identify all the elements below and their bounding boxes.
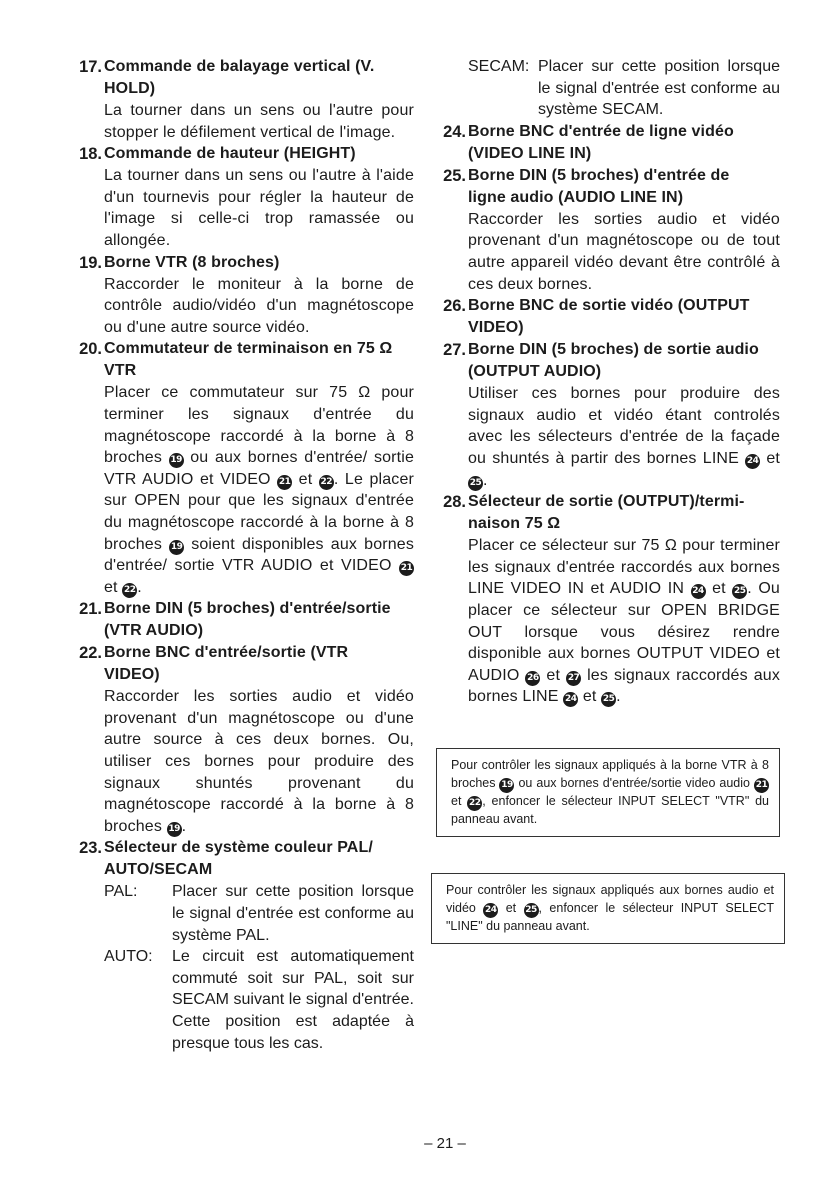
note-text: , enfoncer le sélecteur INPUT SELECT "VTR" du panneau avant. [451,793,769,826]
body-text: ou aux bornes d'entrée/ sortie VTR AUDIO et VIDEO [104,449,414,488]
heading-line: (VTR AUDIO) [104,622,204,640]
item-number: 19. [79,253,102,272]
item-heading: Commande de hauteur (HEIGHT) [104,145,356,163]
item-19 [72,252,414,339]
heading-line: (VIDEO LINE IN) [468,144,592,162]
item-27 [436,339,780,491]
circled-number-19: 19 [169,453,184,468]
option-label: PAL: [104,883,138,901]
item-number: 20. [79,340,102,359]
heading-line: Sélecteur de système couleur PAL/ [104,839,373,857]
circled-number-21: 21 [399,561,414,576]
item-25 [436,165,780,295]
circled-number-27: 27 [566,671,581,686]
item-heading [468,491,780,535]
body-text: et [582,688,597,706]
item-body [104,382,414,598]
option-pal [104,881,414,946]
circled-number-22: 22 [319,475,334,490]
item-number: 24. [443,122,466,141]
item-number: 22. [79,644,102,663]
circled-number-21: 21 [277,475,292,490]
body-text: Placer ce sélecteur sur 75 Ω pour terminer les signaux d'entrée raccordés aux bornes LINE VIDEO IN et AUDIO IN [468,537,780,598]
item-17 [72,56,414,143]
note-text: et [451,793,462,808]
option-text: Le circuit est automatiquement commuté soit sur PAL, soit sur SECAM suivant le signal d'entrée. Cette position est adaptée à presque tous les cas. [172,948,414,1052]
circled-number-25: 25 [732,584,747,599]
heading-line: VTR [104,362,137,380]
note-text: Pour contrôler les signaux appliqués aux bornes audio et vidéo [446,883,774,915]
note-text: et [505,900,517,915]
heading-line: Borne DIN (5 broches) de sortie audio [468,341,759,359]
heading-line: AUTO/SECAM [104,861,213,879]
heading-line: Borne DIN (5 broches) d'entrée de [468,166,730,184]
option-text: Placer sur cette position lorsque le signal d'entrée est conforme au système PAL. [172,883,414,944]
item-26 [436,295,780,339]
note-box-line [431,873,785,944]
item-heading [468,339,780,383]
item-number: 17. [79,58,102,76]
item-body [468,535,780,708]
body-text: . Ou placer ce sélecteur sur OPEN BRIDGE OUT lorsque vous désirez rendre disponible aux bornes OUTPUT VIDEO et AUDIO [468,580,780,684]
item-number: 26. [443,297,466,316]
option-label: SECAM: [468,58,530,75]
option-text: Placer sur cette position lorsque le signal d'entrée est conforme au système SECAM. [538,58,780,119]
item-body: Raccorder les sorties audio et vidéo provenant d'un magnétoscope ou de tout autre appareil vidéo devant être contrôlé à ces deux bornes. [468,210,780,293]
item-23 [72,837,414,1054]
circled-number-24: 24 [563,692,578,707]
body-text: . [616,688,621,706]
body-text: Raccorder les sorties audio et vidéo provenant d'un magnétoscope ou d'une autre source à ces deux bornes. Ou, utiliser ces bornes pour produire des signaux shuntés provenant du magnétoscope raccordé à la borne à 8 broches [104,688,414,835]
left-column [72,56,414,1054]
heading-line: Borne DIN (5 broches) d'entrée/sortie [104,600,391,618]
item-body [468,383,780,491]
heading-line: (OUTPUT AUDIO) [468,363,602,381]
page-number: – 21 – [424,1135,466,1152]
body-text: . [483,471,488,489]
item-20 [72,338,414,598]
heading-line: VIDEO) [104,666,160,684]
body-text: et [104,578,118,596]
heading-line: Commutateur de terminaison en 75 Ω [104,340,393,358]
body-text: Utiliser ces bornes pour produire des signaux audio et vidéo étant controlés avec les sélecteurs d'entrée de la façade ou shuntés à partir des bornes LINE [468,385,780,467]
item-21 [72,598,414,642]
item-body [104,686,414,837]
circled-number-24: 24 [483,903,498,918]
item-number: 25. [443,166,466,185]
body-text: et [766,449,780,467]
item-heading [104,598,414,642]
heading-line: naison 75 Ω [468,515,561,533]
body-text: les signaux raccordés aux bornes LINE [468,666,780,706]
circled-number-21: 21 [754,778,769,793]
circled-number-22: 22 [467,796,482,811]
item-heading [468,165,780,209]
circled-number-19: 19 [169,540,184,555]
right-column [436,56,780,708]
heading-line: ligne audio (AUDIO LINE IN) [468,188,684,206]
option-secam [468,56,780,121]
item-heading [104,642,414,686]
circled-number-25: 25 [524,903,539,918]
body-text: . [181,817,187,835]
item-heading [468,295,780,339]
circled-number-24: 24 [691,584,706,599]
item-22 [72,642,414,837]
note-text: Pour contrôler les signaux appliqués à la borne VTR à 8 broches [451,758,769,790]
circled-number-25: 25 [601,692,616,707]
heading-line: Borne BNC d'entrée/sortie (VTR [104,644,349,662]
option-label: AUTO: [104,948,153,966]
note-box-vtr [436,748,780,837]
body-text: . Le placer sur OPEN pour que les signaux d'entrée du magnétoscope raccordé à la borne à 8 broches [104,470,414,553]
item-number: 18. [79,145,102,164]
circled-number-25: 25 [468,476,483,491]
option-auto [104,946,414,1054]
heading-line: Borne BNC de sortie vidéo (OUTPUT [468,297,750,315]
item-number: 23. [79,839,102,858]
item-number: 27. [443,341,466,360]
circled-number-24: 24 [745,454,760,469]
item-heading [104,56,414,100]
item-number: 28. [443,493,466,512]
heading-line: VIDEO) [468,319,524,337]
item-heading [104,338,414,382]
body-text: Placer ce commutateur sur 75 Ω pour terminer les signaux d'entrée du magnétoscope raccordé à la borne à 8 broches [104,384,414,467]
body-text: . [137,578,142,596]
circled-number-26: 26 [525,671,540,686]
item-heading [104,837,414,881]
item-24 [436,121,780,165]
body-text: et [298,470,313,488]
heading-line: HOLD) [104,80,156,97]
circled-number-22: 22 [122,583,137,598]
heading-line: Borne BNC d'entrée de ligne vidéo [468,122,734,140]
item-number: 21. [79,600,102,619]
item-heading [468,121,780,165]
item-body: Raccorder le moniteur à la borne de contrôle audio/vidéo d'un magnétoscope ou d'une autre source vidéo. [104,275,414,336]
body-text: soient disponibles aux bornes d'entrée/ sortie VTR AUDIO et VIDEO [104,535,414,575]
item-body: La tourner dans un sens ou l'autre pour stopper le défilement vertical de l'image. [104,102,414,141]
body-text: et [546,666,561,684]
body-text: et [712,580,726,598]
item-heading: Borne VTR (8 broches) [104,253,280,271]
item-body: La tourner dans un sens ou l'autre à l'aide d'un tournevis pour régler la hauteur de l'image si celle-ci trop ramassée ou allongée. [104,167,414,249]
circled-number-19: 19 [167,822,182,837]
heading-line: Sélecteur de sortie (OUTPUT)/termi- [468,493,745,511]
circled-number-19: 19 [499,778,514,793]
item-18 [72,143,414,251]
heading-line: Commande de balayage vertical (V. [104,58,375,75]
item-28 [436,491,780,708]
note-text: ou aux bornes d'entrée/sortie video audio [518,775,750,790]
note-text: , enfoncer le sélecteur INPUT SELECT "LINE" du panneau avant. [446,900,774,933]
